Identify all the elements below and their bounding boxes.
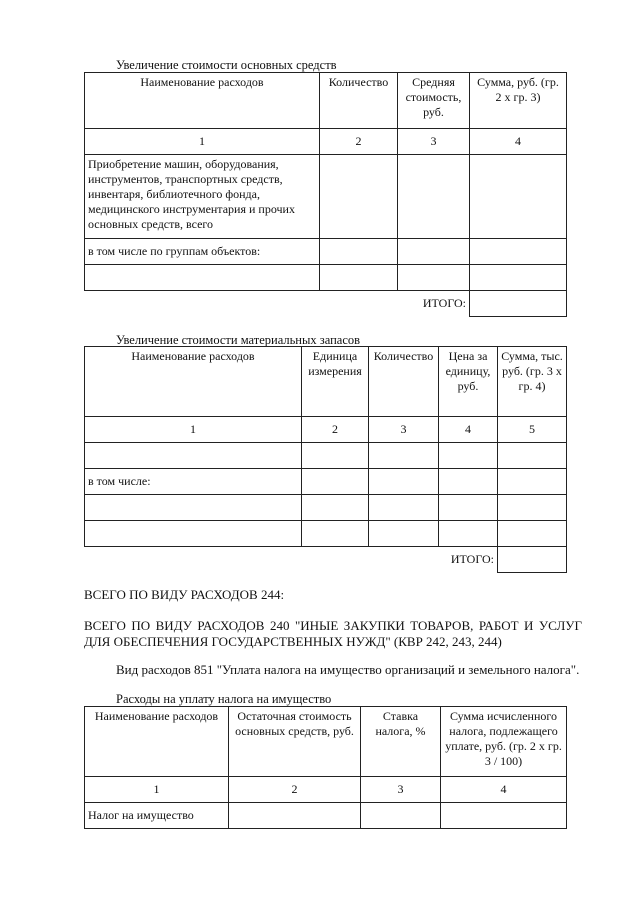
section1-caption: Увеличение стоимости основных средств: [116, 58, 337, 72]
table-row: [85, 521, 567, 547]
total-label: ИТОГО:: [422, 296, 466, 311]
column-number: 5: [498, 417, 567, 443]
header-cell: Количество: [320, 73, 398, 129]
property-tax-table: [84, 706, 567, 829]
empty-cell: [439, 443, 498, 469]
empty-cell: [470, 265, 567, 291]
empty-cell: [441, 803, 567, 829]
table-row: [85, 803, 567, 829]
column-number: 3: [369, 417, 439, 443]
empty-cell: [85, 495, 302, 521]
empty-cell: [302, 521, 369, 547]
empty-cell: [470, 239, 567, 265]
table-row: [85, 265, 567, 291]
expense-type-851: Вид расходов 851 "Уплата налога на имущество организаций и земельного налога".: [116, 662, 580, 677]
header-cell: Единица измерения: [302, 347, 369, 417]
empty-cell: [498, 443, 567, 469]
row-label: в том числе:: [85, 469, 302, 495]
header-cell: Наименование расходов: [85, 73, 320, 129]
total-row: [85, 291, 567, 317]
header-cell: Сумма, руб. (гр. 2 х гр. 3): [470, 73, 567, 129]
empty-cell: [498, 469, 567, 495]
empty-cell: [398, 155, 470, 239]
column-number: 2: [229, 777, 361, 803]
empty-cell: [369, 495, 439, 521]
total-240-line2: ДЛЯ ОБЕСПЕЧЕНИЯ ГОСУДАРСТВЕННЫХ НУЖД" (КВР 242, 243, 244): [84, 634, 502, 649]
empty-cell: [229, 803, 361, 829]
empty-cell: [85, 521, 302, 547]
empty-cell: [398, 239, 470, 265]
header-cell: Средняя стоимость, руб.: [398, 73, 470, 129]
empty-cell: [470, 155, 567, 239]
empty-cell: [302, 469, 369, 495]
column-number: 3: [398, 129, 470, 155]
table-row: [85, 443, 567, 469]
empty-cell: [320, 265, 398, 291]
total-row: [85, 547, 567, 573]
column-number: 2: [302, 417, 369, 443]
empty-cell: [498, 521, 567, 547]
empty-cell: [302, 443, 369, 469]
column-number-row: [85, 417, 567, 443]
header-cell: Наименование расходов: [85, 347, 302, 417]
table-row: [85, 239, 567, 265]
empty-cell: [361, 803, 441, 829]
empty-cell: [302, 495, 369, 521]
table-header-row: [85, 707, 567, 777]
column-number: 1: [85, 777, 229, 803]
column-number: 4: [470, 129, 567, 155]
total-cell: [470, 291, 567, 317]
empty-cell: [320, 155, 398, 239]
row-label: Приобретение машин, оборудования, инструментов, транспортных средств, инвентаря, библиотечного фонда, медицинского инструментария и прочих основных средств, всего: [85, 155, 320, 239]
header-cell: Сумма исчисленного налога, подлежащего уплате, руб. (гр. 2 х гр. 3 / 100): [441, 707, 567, 777]
header-cell: Цена за единицу, руб.: [439, 347, 498, 417]
empty-cell: [439, 469, 498, 495]
empty-cell: [320, 239, 398, 265]
empty-cell: [369, 469, 439, 495]
row-label: в том числе по группам объектов:: [85, 239, 320, 265]
column-number: 4: [439, 417, 498, 443]
total-cell: [498, 547, 567, 573]
empty-cell: [85, 443, 302, 469]
empty-cell: [369, 443, 439, 469]
row-label: Налог на имущество: [85, 803, 229, 829]
empty-cell: [439, 495, 498, 521]
column-number: 3: [361, 777, 441, 803]
empty-cell: [498, 495, 567, 521]
header-cell: Ставка налога, %: [361, 707, 441, 777]
table-row: [85, 155, 567, 239]
total-label: ИТОГО:: [450, 552, 494, 567]
empty-cell: [369, 521, 439, 547]
column-number: 2: [320, 129, 398, 155]
header-cell: Остаточная стоимость основных средств, руб.: [229, 707, 361, 777]
header-cell: Сумма, тыс. руб. (гр. 3 х гр. 4): [498, 347, 567, 417]
header-cell: Наименование расходов: [85, 707, 229, 777]
material-stocks-table: [84, 346, 567, 573]
table-row: [85, 495, 567, 521]
total-244: ВСЕГО ПО ВИДУ РАСХОДОВ 244:: [84, 587, 285, 602]
column-number-row: [85, 129, 567, 155]
section2-caption: Увеличение стоимости материальных запасов: [116, 333, 361, 347]
column-number: 1: [85, 417, 302, 443]
table-header-row: [85, 347, 567, 417]
total-240-line1: ВСЕГО ПО ВИДУ РАСХОДОВ 240 "ИНЫЕ ЗАКУПКИ ТОВАРОВ, РАБОТ И УСЛУГ: [84, 618, 582, 633]
header-cell: Количество: [369, 347, 439, 417]
table-row: [85, 469, 567, 495]
table-header-row: [85, 73, 567, 129]
column-number: 4: [441, 777, 567, 803]
fixed-assets-table: [84, 72, 567, 317]
empty-cell: [439, 521, 498, 547]
section3-caption: Расходы на уплату налога на имущество: [116, 692, 332, 706]
empty-cell: [398, 265, 470, 291]
empty-cell: [85, 265, 320, 291]
column-number: 1: [85, 129, 320, 155]
column-number-row: [85, 777, 567, 803]
